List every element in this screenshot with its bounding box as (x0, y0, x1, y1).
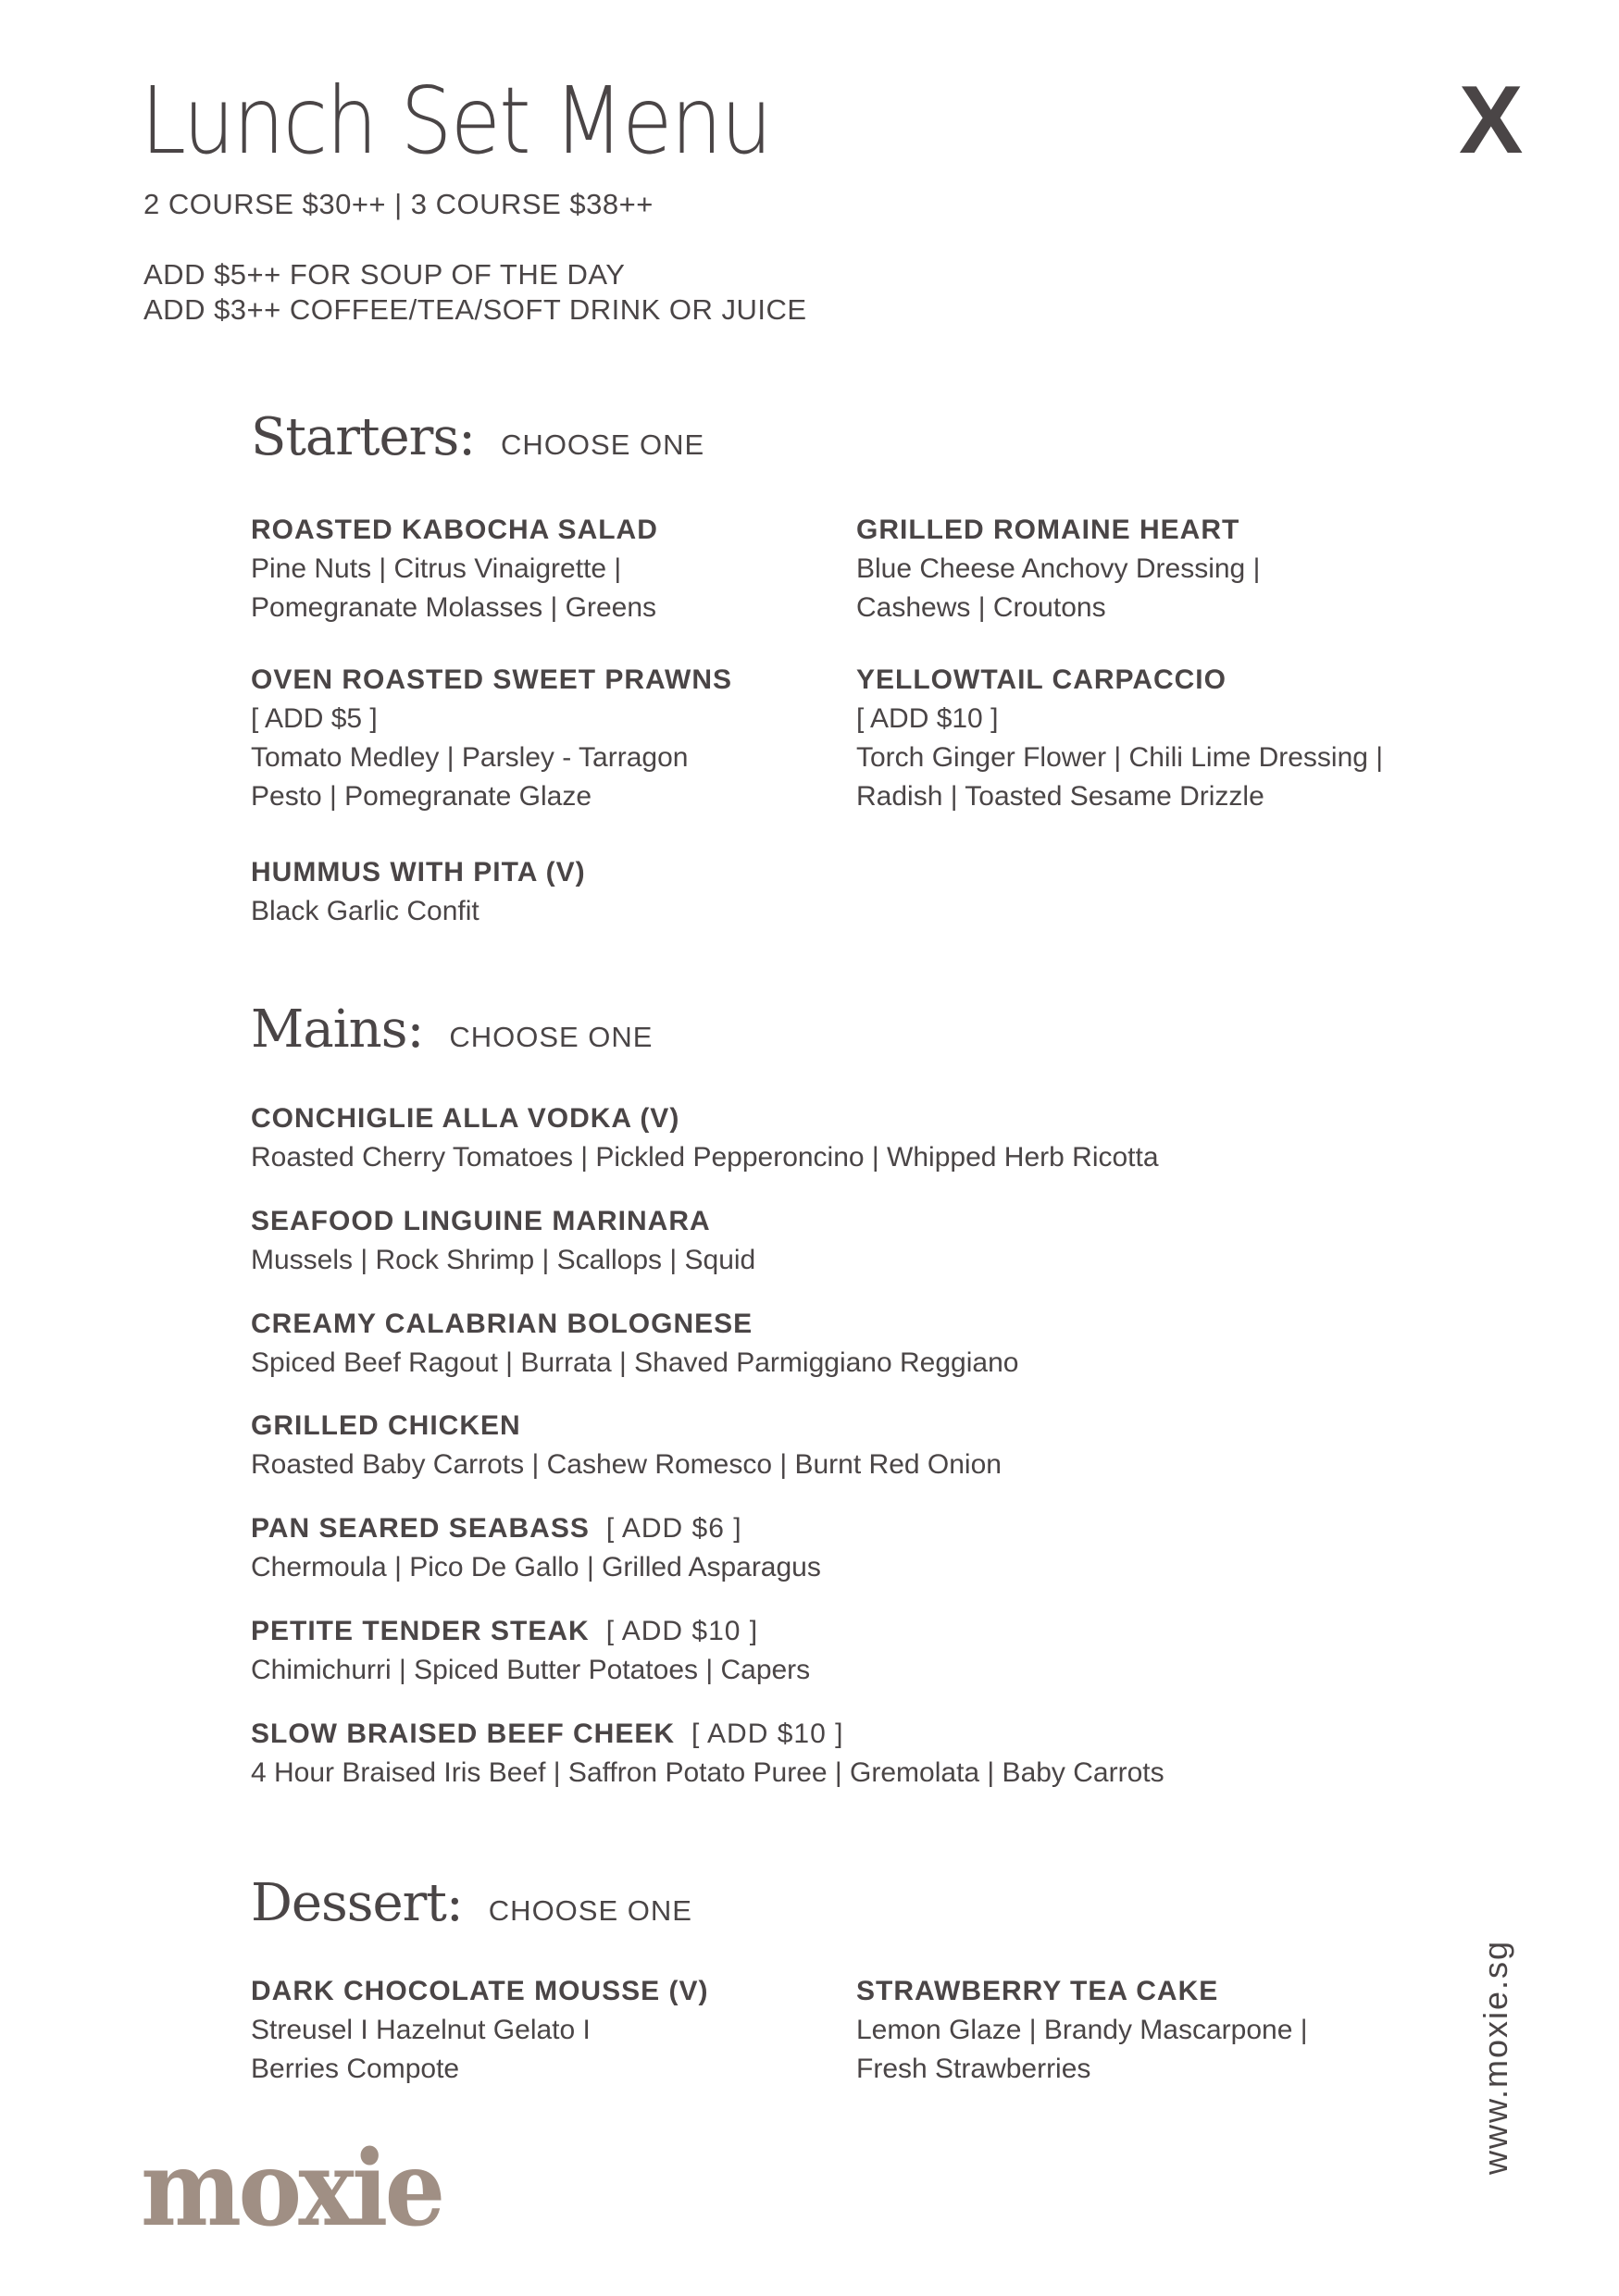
section-subtitle: CHOOSE ONE (501, 428, 705, 461)
menu-item (251, 1099, 1362, 1177)
brand-x-mark: X (1459, 67, 1524, 174)
item-desc: Mussels | Rock Shrimp | Scallops | Squid (251, 1245, 756, 1275)
item-name: GRILLED ROMAINE HEART (856, 515, 1240, 545)
item-name: CONCHIGLIE ALLA VODKA (V) (251, 1103, 680, 1134)
item-name: OVEN ROASTED SWEET PRAWNS (251, 664, 733, 695)
menu-item (251, 853, 843, 931)
page-title: Lunch Set Menu (141, 67, 771, 175)
item-name: SLOW BRAISED BEEF CHEEK (251, 1719, 676, 1749)
menu-item (251, 1715, 1362, 1793)
item-desc: Tomato Medley | Parsley - Tarragon (251, 742, 689, 773)
item-name: YELLOWTAIL CARPACCIO (856, 664, 1227, 695)
menu-item (251, 1972, 843, 2089)
mains-heading (251, 999, 653, 1060)
item-desc: 4 Hour Braised Iris Beef | Saffron Potato Puree | Gremolata | Baby Carrots (251, 1757, 1164, 1788)
item-name: ROASTED KABOCHA SALAD (251, 515, 658, 545)
item-name: CREAMY CALABRIAN BOLOGNESE (251, 1309, 753, 1339)
course-pricing: 2 COURSE $30++ | 3 COURSE $38++ (143, 188, 654, 220)
menu-item (856, 1972, 1449, 2089)
item-desc: Cashews | Croutons (856, 592, 1106, 623)
section-title: Mains: (251, 999, 424, 1060)
menu-item (251, 1305, 1362, 1383)
item-desc: Spiced Beef Ragout | Burrata | Shaved Parmiggiano Reggiano (251, 1347, 1019, 1378)
item-surcharge: [ ADD $6 ] (605, 1513, 742, 1544)
moxie-logo: moxie (141, 2128, 442, 2250)
item-desc: Blue Cheese Anchovy Dressing | (856, 553, 1261, 584)
item-desc: Pine Nuts | Citrus Vinaigrette | (251, 553, 622, 584)
section-title: Starters: (251, 407, 476, 467)
item-desc: Lemon Glaze | Brandy Mascarpone | (856, 2015, 1308, 2045)
item-name: HUMMUS WITH PITA (V) (251, 857, 586, 887)
section-title: Dessert: (251, 1873, 463, 1933)
item-name: PAN SEARED SEABASS (251, 1513, 590, 1544)
item-name: STRAWBERRY TEA CAKE (856, 1976, 1219, 2006)
item-surcharge: [ ADD $5 ] (251, 703, 378, 734)
menu-item (251, 1407, 1362, 1484)
item-desc: Torch Ginger Flower | Chili Lime Dressing | (856, 742, 1384, 773)
menu-item (251, 661, 843, 816)
item-desc: Berries Compote (251, 2054, 460, 2084)
item-name: GRILLED CHICKEN (251, 1410, 521, 1441)
item-desc: Chermoula | Pico De Gallo | Grilled Asparagus (251, 1552, 821, 1582)
item-desc: Fresh Strawberries (856, 2054, 1091, 2084)
menu-item (856, 661, 1449, 816)
item-desc: Streusel I Hazelnut Gelato I (251, 2015, 591, 2045)
website-link[interactable]: www.moxie.sg (1476, 1939, 1514, 2175)
menu-item (251, 511, 843, 627)
item-surcharge: [ ADD $10 ] (856, 703, 999, 734)
item-desc: Radish | Toasted Sesame Drizzle (856, 781, 1264, 812)
menu-item (251, 1202, 1362, 1280)
section-subtitle: CHOOSE ONE (449, 1021, 654, 1053)
item-name: SEAFOOD LINGUINE MARINARA (251, 1206, 711, 1236)
item-desc: Chimichurri | Spiced Butter Potatoes | Capers (251, 1655, 811, 1685)
item-surcharge: [ ADD $10 ] (605, 1616, 759, 1646)
item-desc: Black Garlic Confit (251, 896, 479, 926)
section-subtitle: CHOOSE ONE (488, 1894, 692, 1927)
item-desc: Roasted Cherry Tomatoes | Pickled Pepperoncino | Whipped Herb Ricotta (251, 1142, 1159, 1173)
starters-heading (251, 407, 704, 467)
dessert-heading (251, 1873, 692, 1933)
item-surcharge: [ ADD $10 ] (691, 1719, 844, 1749)
item-desc: Pomegranate Molasses | Greens (251, 592, 657, 623)
addon-soup: ADD $5++ FOR SOUP OF THE DAY (143, 258, 626, 291)
menu-item (856, 511, 1449, 627)
addon-drink: ADD $3++ COFFEE/TEA/SOFT DRINK OR JUICE (143, 293, 807, 326)
item-name: PETITE TENDER STEAK (251, 1616, 590, 1646)
item-desc: Roasted Baby Carrots | Cashew Romesco | Burnt Red Onion (251, 1449, 1002, 1480)
item-desc: Pesto | Pomegranate Glaze (251, 781, 592, 812)
menu-item (251, 1612, 1362, 1690)
item-name: DARK CHOCOLATE MOUSSE (V) (251, 1976, 709, 2006)
menu-item (251, 1509, 1362, 1587)
